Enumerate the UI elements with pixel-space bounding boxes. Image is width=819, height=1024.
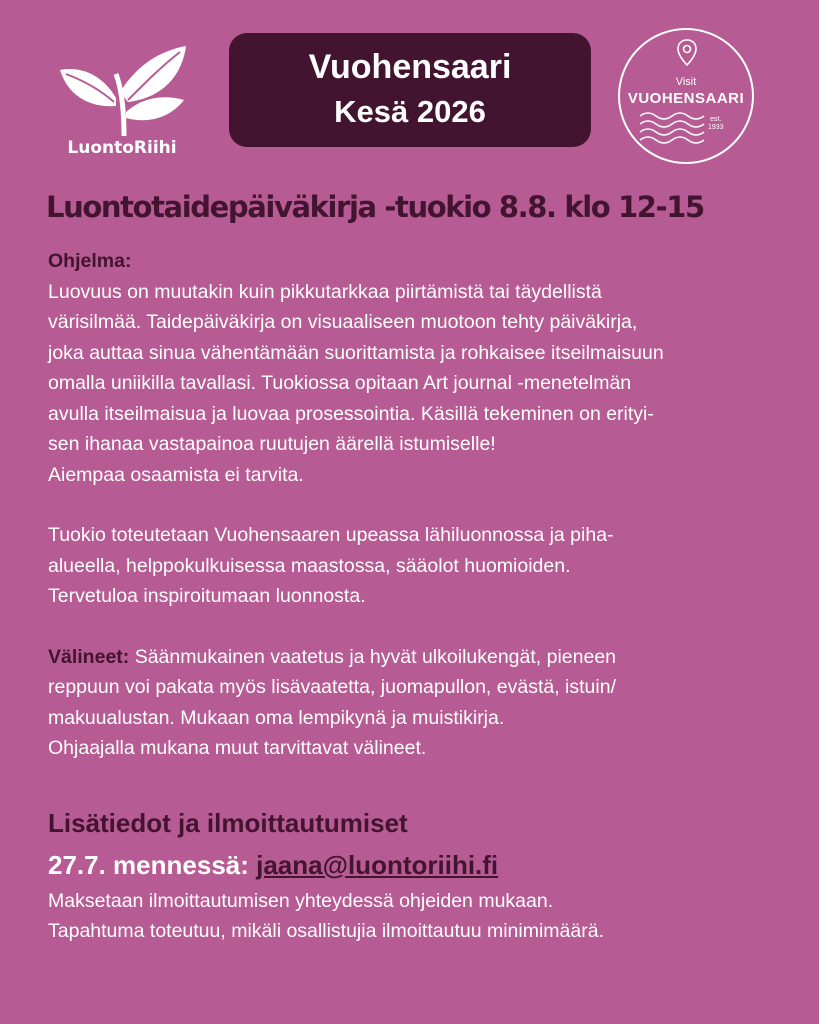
title-box <box>229 33 591 147</box>
tuokio-line: Tuokio toteutetaan Vuohensaaren upeassa lähiluonnossa ja piha- <box>48 524 614 546</box>
tuokio-line: Tervetuloa inspiroitumaan luonnosta. <box>48 585 366 607</box>
location-title: Vuohensaari <box>308 48 512 86</box>
ohjelma-line: Aiempaa osaamista ei tarvita. <box>48 463 304 486</box>
tuokio-line: alueella, helppokulkuisessa maastossa, sääolot huomioiden. <box>48 554 571 577</box>
event-heading: Luontotaidepäiväkirja -tuokio 8.8. klo 12-15 <box>46 190 704 224</box>
valineet-line: Välineet: Säänmukainen vaatetus ja hyvät ulkoilukengät, pieneen <box>48 645 617 668</box>
waves-icon <box>638 110 708 146</box>
badge-name: VUOHENSAARI <box>627 90 745 107</box>
deadline-line: 27.7. mennessä: jaana@luontoriihi.fi <box>48 849 499 880</box>
ohjelma-label: Ohjelma: <box>48 250 132 272</box>
valineet-line: makuualustan. Mukaan oma lempikynä ja muistikirja. <box>48 706 505 729</box>
ohjelma-line: omalla uniikilla tavallasi. Tuokiossa opitaan Art journal -menetelmän <box>48 372 632 394</box>
info-line: Maksetaan ilmoittautumisen yhteydessä ohjeiden mukaan. <box>48 889 554 912</box>
info-line: Tapahtuma toteutuu, mikäli osallistujia ilmoittautuu minimimäärä. <box>48 920 604 942</box>
event-description <box>48 246 808 947</box>
valineet-line: Ohjaajalla mukana muut tarvittavat välineet. <box>48 737 427 759</box>
leaf-icon <box>58 40 188 140</box>
valineet-line: reppuun voi pakata myös lisävaatetta, juomapullon, evästä, istuin/ <box>48 676 616 698</box>
ohjelma-line: värisilmää. Taidepäiväkirja on visuaaliseen muotoon tehty päiväkirja, <box>48 311 638 333</box>
ohjelma-line: Luovuus on muutakin kuin pikkutarkkaa piirtämistä tai täydellistä <box>48 280 602 303</box>
luontoriihi-logo <box>52 40 192 165</box>
info-heading: Lisätiedot ja ilmoittautumiset <box>48 807 408 838</box>
brand-name: LuontoRiihi <box>67 138 177 158</box>
email-link[interactable]: jaana@luontoriihi.fi <box>256 849 499 880</box>
ohjelma-line: avulla itseilmaisua ja luovaa prosessointia. Käsillä tekeminen on erityi- <box>48 402 654 425</box>
visit-vuohensaari-badge <box>618 28 754 164</box>
valineet-label: Välineet: <box>48 645 130 668</box>
ohjelma-line: sen ihanaa vastapainoa ruutujen äärellä istumiselle! <box>48 433 496 455</box>
ohjelma-line: joka auttaa sinua vähentämään suorittamista ja rohkaisee itseilmaisuun <box>48 341 664 364</box>
badge-visit: Visit <box>675 76 697 88</box>
season-title: Kesä 2026 <box>334 94 486 129</box>
badge-est: est. 1933 <box>708 116 724 131</box>
location-pin-icon <box>676 38 698 68</box>
